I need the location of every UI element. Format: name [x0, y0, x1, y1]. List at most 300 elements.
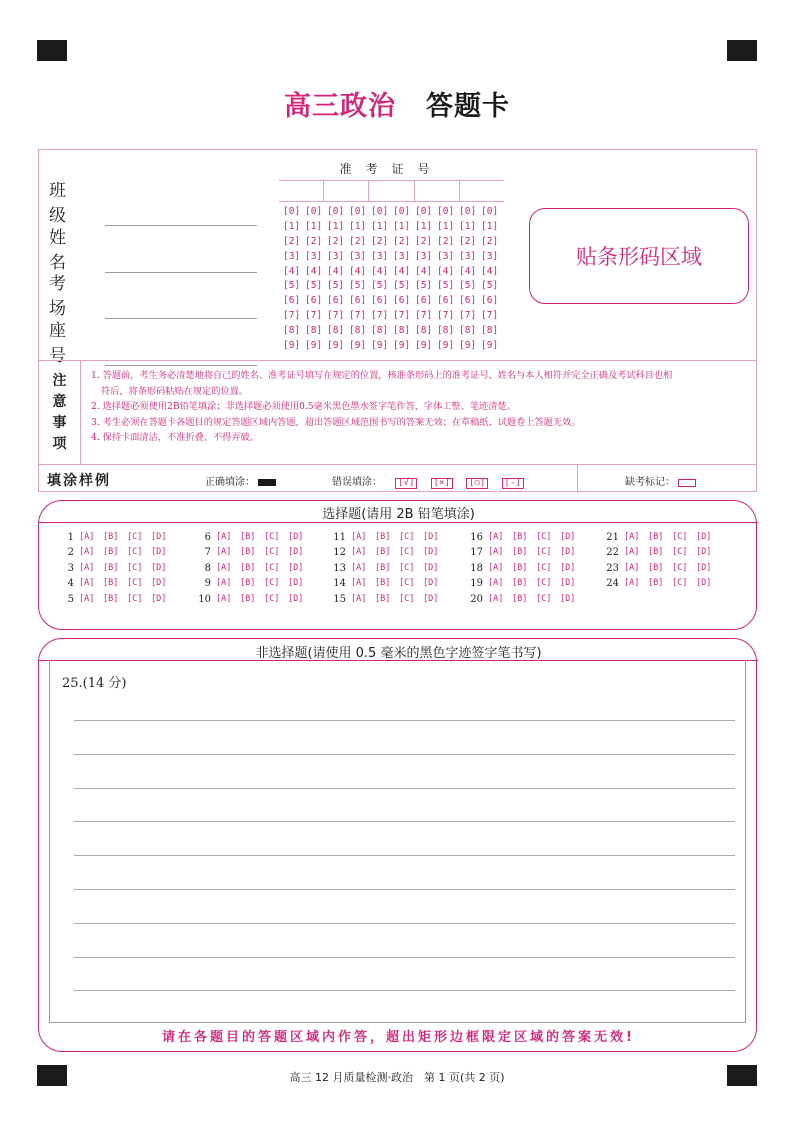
- mc-question: [57, 547, 175, 562]
- mc-option-bubble[interactable]: [C]: [127, 593, 143, 604]
- mc-question-number: 5: [67, 593, 74, 605]
- digit-bubble[interactable]: [7]: [327, 310, 345, 322]
- exam-number-cells[interactable]: [279, 180, 504, 202]
- mc-option-bubble[interactable]: [C]: [672, 532, 688, 542]
- digit-bubble[interactable]: [0]: [437, 206, 455, 217]
- mc-question: [329, 578, 447, 593]
- mc-question: [194, 563, 312, 578]
- bubble-row: [283, 206, 505, 221]
- digit-bubble[interactable]: [8]: [481, 325, 499, 337]
- mc-question-number: 21: [606, 532, 619, 543]
- mc-option-bubble[interactable]: [A]: [624, 578, 640, 589]
- exam-room-label: 考场: [49, 274, 82, 319]
- notes-list: [91, 368, 751, 446]
- digit-bubble[interactable]: [2]: [481, 235, 499, 247]
- digit-bubble[interactable]: [1]: [415, 220, 433, 232]
- digit-bubble[interactable]: [2]: [437, 235, 455, 247]
- digit-bubble[interactable]: [7]: [393, 310, 411, 322]
- mc-option-bubble[interactable]: [C]: [672, 578, 688, 589]
- mc-option-bubble[interactable]: [A]: [79, 593, 95, 604]
- bubble-row: [283, 325, 505, 340]
- mc-option-bubble[interactable]: [C]: [127, 547, 143, 558]
- digit-bubble[interactable]: [2]: [415, 235, 433, 247]
- digit-bubble[interactable]: [4]: [393, 265, 411, 277]
- mc-option-bubble[interactable]: [C]: [264, 562, 280, 573]
- mc-option-bubble[interactable]: [C]: [399, 578, 415, 589]
- mc-option-bubble[interactable]: [D]: [560, 532, 576, 542]
- digit-bubble[interactable]: [6]: [327, 295, 345, 307]
- answer-line: [74, 788, 735, 789]
- mc-option-bubble[interactable]: [D]: [288, 578, 304, 589]
- mc-option-bubble[interactable]: [B]: [103, 547, 119, 558]
- card-title: 答题卡: [426, 91, 510, 122]
- digit-bubble[interactable]: [5]: [437, 280, 455, 292]
- digit-bubble[interactable]: [3]: [459, 250, 477, 262]
- digit-bubble[interactable]: [9]: [371, 340, 389, 352]
- digit-bubble[interactable]: [2]: [371, 235, 389, 247]
- digit-bubble[interactable]: [8]: [349, 325, 367, 337]
- digit-bubble[interactable]: [3]: [283, 250, 301, 262]
- mc-option-bubble[interactable]: [C]: [536, 593, 552, 604]
- digit-bubble[interactable]: [8]: [283, 325, 301, 337]
- mc-option-bubble[interactable]: [A]: [79, 547, 95, 558]
- mc-option-bubble[interactable]: [B]: [512, 562, 528, 573]
- mc-option-bubble[interactable]: [C]: [264, 593, 280, 604]
- mc-question: [602, 547, 720, 562]
- digit-bubble[interactable]: [9]: [283, 340, 301, 352]
- digit-bubble[interactable]: [8]: [459, 325, 477, 337]
- info-section: [38, 149, 757, 492]
- mc-option-bubble[interactable]: [A]: [488, 532, 504, 542]
- mc-option-bubble[interactable]: [C]: [264, 547, 280, 558]
- mc-option-bubble[interactable]: [A]: [79, 562, 95, 573]
- name-label: 姓名: [49, 228, 82, 273]
- digit-bubble[interactable]: [5]: [481, 280, 499, 292]
- question-label: 25.(14 分): [62, 676, 127, 691]
- page-title: [0, 84, 794, 123]
- digit-bubble[interactable]: [4]: [327, 265, 345, 277]
- subject-title: 高三政治: [284, 91, 396, 122]
- class-label: 班级: [49, 181, 82, 226]
- mc-question: [602, 532, 720, 547]
- digit-bubble[interactable]: [4]: [305, 265, 323, 277]
- mc-option-bubble[interactable]: [B]: [375, 532, 391, 542]
- digit-bubble[interactable]: [8]: [371, 325, 389, 337]
- fill-example-row: [39, 464, 756, 492]
- mc-option-bubble[interactable]: [B]: [648, 547, 664, 558]
- digit-bubble[interactable]: [9]: [437, 340, 455, 352]
- notes-heading-char: 意: [52, 394, 67, 410]
- non-choice-section: [38, 638, 757, 1052]
- digit-bubble[interactable]: [0]: [327, 206, 345, 217]
- mc-option-bubble[interactable]: [B]: [375, 578, 391, 589]
- digit-bubble[interactable]: [2]: [393, 235, 411, 247]
- mc-option-bubble[interactable]: [D]: [423, 578, 439, 589]
- mc-option-bubble[interactable]: [A]: [216, 547, 232, 558]
- digit-bubble[interactable]: [7]: [481, 310, 499, 322]
- correct-fill-example: [205, 473, 276, 488]
- mc-question-number: 9: [204, 578, 211, 590]
- mc-option-bubble[interactable]: [D]: [560, 562, 576, 573]
- mc-option-bubble[interactable]: [D]: [560, 578, 576, 589]
- mc-option-bubble[interactable]: [B]: [240, 593, 256, 604]
- mc-option-bubble[interactable]: [A]: [351, 532, 367, 542]
- mc-option-bubble[interactable]: [C]: [399, 547, 415, 558]
- mc-option-bubble[interactable]: [B]: [240, 547, 256, 558]
- answer-line: [74, 957, 735, 958]
- mc-option-bubble[interactable]: [D]: [151, 562, 167, 573]
- answer-line: [74, 990, 735, 991]
- digit-bubble[interactable]: [8]: [437, 325, 455, 337]
- mc-option-bubble[interactable]: [C]: [399, 593, 415, 604]
- mc-option-bubble[interactable]: [A]: [488, 578, 504, 589]
- mc-question: [329, 563, 447, 578]
- absent-mark-label: 缺考标记：: [625, 477, 675, 488]
- mc-option-bubble[interactable]: [B]: [512, 578, 528, 589]
- digit-bubble[interactable]: [4]: [481, 265, 499, 277]
- answer-area-warning: 请在各题目的答题区域内作答，超出矩形边框限定区域的答案无效!: [162, 1030, 635, 1045]
- mc-option-bubble[interactable]: [D]: [696, 547, 712, 558]
- digit-bubble[interactable]: [2]: [459, 235, 477, 247]
- mc-question-number: 4: [67, 578, 74, 590]
- mc-option-bubble[interactable]: [D]: [423, 532, 439, 542]
- bubble-row: [283, 266, 505, 281]
- digit-bubble[interactable]: [5]: [305, 280, 323, 292]
- mc-option-bubble[interactable]: [C]: [536, 562, 552, 573]
- name-field[interactable]: [49, 223, 257, 273]
- digit-bubble[interactable]: [2]: [283, 235, 301, 247]
- digit-bubble[interactable]: [1]: [327, 220, 345, 232]
- digit-bubble[interactable]: [0]: [415, 206, 433, 217]
- mc-option-bubble[interactable]: [D]: [288, 593, 304, 604]
- note-item-1: 1. 答题前，考生务必清楚地将自己的姓名、准考证号填写在规定的位置，核准条形码上的准考证号、姓名与本人相符并完全正确及考试科目也相: [91, 370, 673, 381]
- mc-option-bubble[interactable]: [C]: [127, 562, 143, 573]
- digit-bubble[interactable]: [6]: [393, 295, 411, 307]
- mc-option-bubble[interactable]: [D]: [423, 547, 439, 558]
- exam-number-cell[interactable]: [415, 181, 460, 201]
- mc-option-bubble[interactable]: [C]: [536, 532, 552, 542]
- mc-option-bubble[interactable]: [A]: [624, 532, 640, 542]
- bubble-row: [283, 340, 505, 355]
- digit-bubble[interactable]: [1]: [349, 220, 367, 232]
- digit-bubble[interactable]: [0]: [393, 206, 411, 217]
- digit-bubble[interactable]: [9]: [459, 340, 477, 352]
- digit-bubble[interactable]: [4]: [437, 265, 455, 277]
- exam-room-field[interactable]: [49, 269, 257, 319]
- mc-question-number: 8: [204, 562, 211, 574]
- mc-option-bubble[interactable]: [B]: [648, 532, 664, 542]
- mc-question-number: 24: [606, 578, 619, 590]
- digit-bubble[interactable]: [4]: [459, 265, 477, 277]
- mc-option-bubble[interactable]: [D]: [151, 578, 167, 589]
- exam-number-cell[interactable]: [460, 181, 504, 201]
- mc-option-bubble[interactable]: [D]: [560, 593, 576, 604]
- mc-option-bubble[interactable]: [C]: [127, 578, 143, 589]
- digit-bubble[interactable]: [0]: [481, 206, 499, 217]
- digit-bubble[interactable]: [9]: [349, 340, 367, 352]
- digit-bubble[interactable]: [3]: [327, 250, 345, 262]
- digit-bubble[interactable]: [7]: [371, 310, 389, 322]
- digit-bubble[interactable]: [6]: [349, 295, 367, 307]
- digit-bubble[interactable]: [4]: [349, 265, 367, 277]
- mc-question: [329, 532, 447, 547]
- digit-bubble[interactable]: [0]: [283, 206, 301, 217]
- notes-heading-char: 注: [52, 373, 67, 389]
- mc-question: [466, 594, 584, 609]
- wrong-fill-label: 错误填涂：: [332, 477, 382, 488]
- notes-heading: [39, 361, 81, 465]
- exam-number-cell[interactable]: [279, 181, 324, 201]
- digit-bubble[interactable]: [2]: [305, 235, 323, 247]
- mc-option-bubble[interactable]: [B]: [103, 562, 119, 573]
- mc-option-bubble[interactable]: [B]: [375, 593, 391, 604]
- bubble-row: [283, 236, 505, 251]
- mc-column: [466, 532, 584, 609]
- mc-option-bubble[interactable]: [D]: [423, 593, 439, 604]
- digit-bubble[interactable]: [4]: [371, 265, 389, 277]
- mc-question-number: 16: [470, 532, 483, 543]
- barcode-area: [529, 208, 749, 304]
- digit-bubble[interactable]: [7]: [283, 310, 301, 322]
- mc-option-bubble[interactable]: [D]: [151, 593, 167, 604]
- digit-bubble[interactable]: [5]: [349, 280, 367, 292]
- mc-option-bubble[interactable]: [C]: [672, 547, 688, 558]
- divider: [39, 522, 758, 523]
- notes-heading-char: 项: [52, 436, 67, 452]
- mc-question-number: 6: [204, 532, 211, 543]
- bubble-row: [283, 251, 505, 266]
- digit-bubble[interactable]: [5]: [415, 280, 433, 292]
- digit-bubble[interactable]: [2]: [349, 235, 367, 247]
- mc-question: [602, 578, 720, 593]
- mc-option-bubble[interactable]: [A]: [351, 562, 367, 573]
- digit-bubble[interactable]: [8]: [327, 325, 345, 337]
- mc-question-number: 18: [470, 562, 483, 574]
- mc-option-bubble[interactable]: [C]: [264, 532, 280, 542]
- digit-bubble[interactable]: [6]: [459, 295, 477, 307]
- digit-bubble[interactable]: [3]: [349, 250, 367, 262]
- digit-bubble[interactable]: [3]: [305, 250, 323, 262]
- digit-bubble[interactable]: [6]: [305, 295, 323, 307]
- digit-bubble[interactable]: [2]: [327, 235, 345, 247]
- mc-option-bubble[interactable]: [B]: [103, 593, 119, 604]
- absent-mark[interactable]: [625, 473, 696, 488]
- digit-bubble[interactable]: [9]: [481, 340, 499, 352]
- mc-question-number: 1: [67, 532, 74, 543]
- digit-bubble[interactable]: [6]: [481, 295, 499, 307]
- mc-option-bubble[interactable]: [A]: [79, 578, 95, 589]
- wrong-mark-dash-icon: [-]: [502, 478, 524, 489]
- digit-bubble[interactable]: [3]: [371, 250, 389, 262]
- note-item-4: 4. 保持卡面清洁，不准折叠、不得弄破。: [91, 432, 259, 443]
- digit-bubble[interactable]: [5]: [327, 280, 345, 292]
- digit-bubble[interactable]: [1]: [393, 220, 411, 232]
- mc-option-bubble[interactable]: [D]: [696, 562, 712, 573]
- mc-option-bubble[interactable]: [C]: [127, 532, 143, 542]
- mc-question-number: 17: [470, 547, 483, 559]
- digit-bubble[interactable]: [1]: [459, 220, 477, 232]
- mc-question: [329, 547, 447, 562]
- mc-option-bubble[interactable]: [B]: [648, 562, 664, 573]
- digit-bubble[interactable]: [7]: [349, 310, 367, 322]
- bubble-row: [283, 295, 505, 310]
- mc-question: [194, 547, 312, 562]
- mc-option-bubble[interactable]: [A]: [488, 547, 504, 558]
- mc-option-bubble[interactable]: [A]: [79, 532, 95, 542]
- digit-bubble[interactable]: [5]: [371, 280, 389, 292]
- digit-bubble[interactable]: [5]: [393, 280, 411, 292]
- digit-bubble[interactable]: [3]: [393, 250, 411, 262]
- digit-bubble[interactable]: [8]: [393, 325, 411, 337]
- mc-option-bubble[interactable]: [C]: [536, 547, 552, 558]
- mc-option-bubble[interactable]: [B]: [240, 562, 256, 573]
- non-choice-heading: 非选择题(请使用 0.5 毫米的黑色字迹签字笔书写): [255, 646, 542, 661]
- digit-bubble[interactable]: [1]: [283, 220, 301, 232]
- digit-bubble[interactable]: [5]: [283, 280, 301, 292]
- digit-bubble[interactable]: [0]: [371, 206, 389, 217]
- mc-option-bubble[interactable]: [B]: [375, 562, 391, 573]
- mc-option-bubble[interactable]: [D]: [151, 532, 167, 542]
- mc-question-number: 22: [606, 547, 619, 559]
- mc-option-bubble[interactable]: [C]: [672, 562, 688, 573]
- mc-question-number: 3: [67, 562, 74, 574]
- mc-option-bubble[interactable]: [C]: [399, 562, 415, 573]
- digit-bubble[interactable]: [9]: [393, 340, 411, 352]
- mc-question: [466, 532, 584, 547]
- digit-bubble[interactable]: [6]: [415, 295, 433, 307]
- answer-line: [74, 855, 735, 856]
- digit-bubble[interactable]: [9]: [327, 340, 345, 352]
- mc-option-bubble[interactable]: [B]: [103, 532, 119, 542]
- digit-bubble[interactable]: [6]: [371, 295, 389, 307]
- digit-bubble[interactable]: [4]: [283, 265, 301, 277]
- class-field[interactable]: [49, 176, 257, 226]
- digit-bubble[interactable]: [6]: [437, 295, 455, 307]
- mc-option-bubble[interactable]: [A]: [351, 578, 367, 589]
- mc-option-bubble[interactable]: [D]: [696, 578, 712, 589]
- digit-bubble[interactable]: [4]: [415, 265, 433, 277]
- absent-mark-box[interactable]: [678, 479, 696, 487]
- digit-bubble[interactable]: [6]: [283, 295, 301, 307]
- exam-number-label: 准考证号: [339, 162, 444, 176]
- digit-bubble[interactable]: [3]: [437, 250, 455, 262]
- registration-mark-top-right: [727, 40, 757, 61]
- mc-question-number: 13: [333, 562, 346, 574]
- answer-line: [74, 720, 735, 721]
- registration-mark-top-left: [37, 40, 67, 61]
- digit-bubble[interactable]: [9]: [305, 340, 323, 352]
- mc-option-bubble[interactable]: [B]: [375, 547, 391, 558]
- bubble-row: [283, 280, 505, 295]
- wrong-mark-circle-icon: [○]: [466, 478, 488, 489]
- mc-option-bubble[interactable]: [D]: [151, 547, 167, 558]
- digit-bubble[interactable]: [7]: [415, 310, 433, 322]
- digit-bubble[interactable]: [7]: [437, 310, 455, 322]
- mc-option-bubble[interactable]: [C]: [264, 578, 280, 589]
- mc-column: [194, 532, 312, 609]
- digit-bubble[interactable]: [0]: [459, 206, 477, 217]
- mc-option-bubble[interactable]: [B]: [240, 532, 256, 542]
- mc-option-bubble[interactable]: [B]: [512, 593, 528, 604]
- mc-question-number: 19: [470, 578, 483, 590]
- digit-bubble[interactable]: [1]: [371, 220, 389, 232]
- mc-option-bubble[interactable]: [D]: [288, 562, 304, 573]
- mc-option-bubble[interactable]: [A]: [488, 593, 504, 604]
- mc-option-bubble[interactable]: [B]: [512, 547, 528, 558]
- digit-bubble[interactable]: [8]: [305, 325, 323, 337]
- digit-bubble[interactable]: [1]: [305, 220, 323, 232]
- mc-option-bubble[interactable]: [D]: [288, 547, 304, 558]
- exam-number-grid: [279, 150, 504, 360]
- mc-question: [602, 563, 720, 578]
- note-item-1-cont: 符后，将条形码粘贴在规定的位置。: [101, 385, 248, 397]
- mc-option-bubble[interactable]: [A]: [216, 593, 232, 604]
- note-item-3: 3. 考生必须在答题卡各题目的规定答题区域内答题，超出答题区域范围书写的答案无效；在草稿纸、试题卷上答题无效。: [91, 416, 581, 428]
- notes-heading-char: 事: [52, 415, 67, 431]
- mc-option-bubble[interactable]: [A]: [351, 593, 367, 604]
- digit-bubble[interactable]: [1]: [437, 220, 455, 232]
- exam-number-cell[interactable]: [324, 181, 369, 201]
- digit-bubble[interactable]: [0]: [349, 206, 367, 217]
- mc-option-bubble[interactable]: [A]: [216, 532, 232, 542]
- wrong-mark-check-icon: [√]: [395, 478, 417, 489]
- divider: [577, 465, 578, 493]
- digit-bubble[interactable]: [8]: [415, 325, 433, 337]
- mc-question-number: 10: [198, 593, 211, 605]
- mc-option-bubble[interactable]: [B]: [240, 578, 256, 589]
- digit-bubble[interactable]: [7]: [459, 310, 477, 322]
- mc-question: [329, 594, 447, 609]
- mc-option-bubble[interactable]: [A]: [624, 547, 640, 558]
- mc-option-bubble[interactable]: [D]: [560, 547, 576, 558]
- digit-bubble[interactable]: [3]: [481, 250, 499, 262]
- seat-field[interactable]: [49, 316, 257, 366]
- wrong-mark-cross-icon: [×]: [431, 478, 453, 489]
- mc-option-bubble[interactable]: [A]: [216, 562, 232, 573]
- mc-option-bubble[interactable]: [D]: [696, 532, 712, 542]
- mc-option-bubble[interactable]: [A]: [216, 578, 232, 589]
- answer-line: [74, 889, 735, 890]
- mc-question: [466, 547, 584, 562]
- digit-bubble[interactable]: [9]: [415, 340, 433, 352]
- digit-bubble[interactable]: [7]: [305, 310, 323, 322]
- exam-number-bubbles[interactable]: [283, 206, 505, 355]
- digit-bubble[interactable]: [3]: [415, 250, 433, 262]
- mc-question: [194, 594, 312, 609]
- mc-option-bubble[interactable]: [D]: [423, 562, 439, 573]
- exam-number-cell[interactable]: [369, 181, 414, 201]
- barcode-label: 贴条形码区域: [576, 245, 702, 269]
- mc-option-bubble[interactable]: [A]: [351, 547, 367, 558]
- mc-option-bubble[interactable]: [D]: [288, 532, 304, 542]
- digit-bubble[interactable]: [1]: [481, 220, 499, 232]
- digit-bubble[interactable]: [0]: [305, 206, 323, 217]
- mc-option-bubble[interactable]: [C]: [399, 532, 415, 542]
- mc-option-bubble[interactable]: [B]: [512, 532, 528, 542]
- mc-option-bubble[interactable]: [B]: [103, 578, 119, 589]
- mc-option-bubble[interactable]: [C]: [536, 578, 552, 589]
- mc-option-bubble[interactable]: [A]: [488, 562, 504, 573]
- mc-option-bubble[interactable]: [A]: [624, 562, 640, 573]
- digit-bubble[interactable]: [5]: [459, 280, 477, 292]
- mc-option-bubble[interactable]: [B]: [648, 578, 664, 589]
- answer-area[interactable]: [49, 660, 746, 1023]
- mc-question-number: 7: [204, 547, 211, 559]
- answer-line: [74, 821, 735, 822]
- seat-label: 座号: [49, 321, 82, 366]
- filled-mark-icon: [258, 479, 276, 486]
- mc-question: [57, 563, 175, 578]
